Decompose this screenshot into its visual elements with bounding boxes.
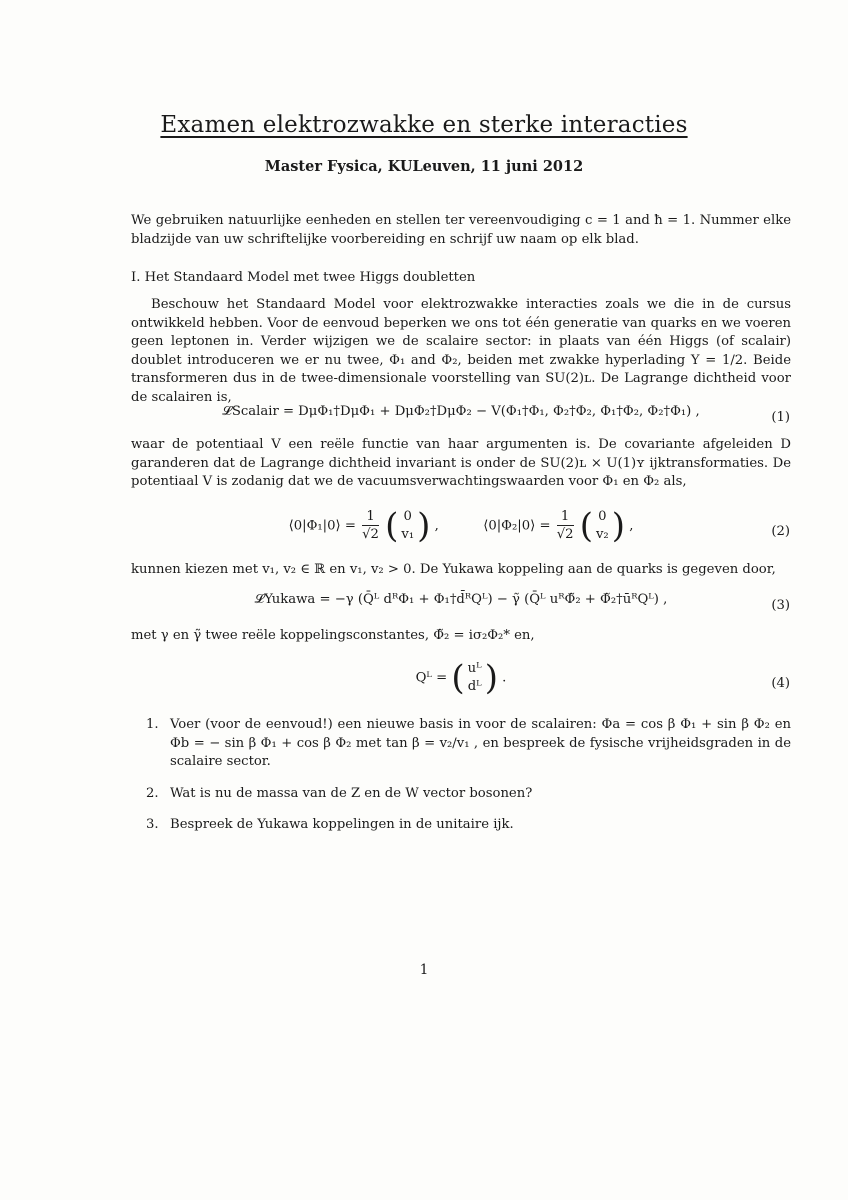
question-list [146,716,791,848]
exam-title: Examen elektrozwakke en sterke interacties [160,112,688,138]
equation-2: ⟨0|Φ₁|0⟩ = $\frac{1}{√2}$ ( 0 v₁ ) , ⟨0|Φ₂|0⟩ = $\frac{1}{√2}$ ( 0 v₂ ) , [288,506,634,546]
paragraph-potential: waar de potentiaal V een reële functie van haar argumenten is. De covariante afgeleiden D garanderen dat de Lagrange dichtheid invariant is onder de SU(2)ʟ × U(1)ʏ ijktransformaties. De potentiaal V is zodanig dat we de vacuumsverwachtingswaarden voor Φ₁ en Φ₂ als, [131,437,791,490]
paragraph-model: Beschouw het Standaard Model voor elektrozwakke interacties zoals we die in de cursus ontwikkeld hebben. Voor de eenvoud beperken we ons tot één generatie van quarks en we voeren geen leptonen in. Verder wijzigen we de scalaire sector: in plaats van één Higgs (of scalair) doublet introduceren we er nu twee, Φ₁ and Φ₂, beiden met zwakke hyperlading Y = 1/2. Beide transformeren dus in de twee-dimensionale voorstelling van SU(2)ʟ. De Lagrange dichtheid voor de scalairen is, [131,297,791,405]
paragraph-couplings: met γ en γ̃ twee reële koppelingsconstantes, Φ̃₂ = iσ₂Φ₂* en, [131,628,535,643]
vector-quark-doublet: uᴸ dᴸ [467,661,482,694]
paragraph-yukawa: kunnen kiezen met v₁, v₂ ∈ ℝ en v₁, v₂ > 0. De Yukawa koppeling aan de quarks is gegeven door, [131,562,776,577]
question-item: 1. Voer (voor de eenvoud!) een nieuwe basis in voor de scalairen: Φa = cos β Φ₁ + sin β Φ₂ en Φb = − sin β Φ₁ + cos β Φ₂ met tan β = v₂/v₁ , en bespreek de fysische vrijheidsgraden in de scalaire sector. [146,717,791,770]
fraction-1: $\frac{1}{√2}$ [362,509,379,542]
vector-phi1: 0 v₁ [401,509,415,542]
equation-1-number: (1) [771,410,790,425]
question-item: 2. Wat is nu de massa van de Z en de W vector bosonen? [146,785,533,801]
vev-phi1-lhs: ⟨0|Φ₁|0⟩ = [288,518,356,534]
exam-subtitle: Master Fysica, KULeuven, 11 juni 2012 [264,158,584,175]
equation-3: 𝓛Yukawa = −γ (Q̄ᴸ dᴿΦ₁ + Φ₁†d̄ᴿQᴸ) − γ̃ (Q̄ᴸ uᴿΦ̃₂ + Φ̃₂†ūᴿQᴸ) , [254,592,668,607]
equation-4-number: (4) [771,676,790,691]
equation-2-number: (2) [771,524,790,539]
page-number: 1 [419,962,429,978]
vector-phi2: 0 v₂ [595,509,609,542]
equation-3-number: (3) [771,598,790,613]
equation-4: Qᴸ = ( uᴸ dᴸ ) . [415,658,507,698]
equation-1: 𝓛Scalair = DμΦ₁†DμΦ₁ + DμΦ₂†DμΦ₂ − V(Φ₁†Φ₁, Φ₂†Φ₂, Φ₁†Φ₂, Φ₂†Φ₁) , [222,404,700,419]
vev-phi2-lhs: ⟨0|Φ₂|0⟩ = [483,518,551,534]
question-item: 3. Bespreek de Yukawa koppelingen in de unitaire ijk. [146,817,514,833]
intro-paragraph: We gebruiken natuurlijke eenheden en stellen ter vereenvoudiging c = 1 and ħ = 1. Nummer elke bladzijde van uw schriftelijke voorbereiding en schrijf uw naam op elk blad. [131,213,791,247]
section-heading: I. Het Standaard Model met twee Higgs doubletten [131,270,476,285]
fraction-2: $\frac{1}{√2}$ [556,509,574,542]
